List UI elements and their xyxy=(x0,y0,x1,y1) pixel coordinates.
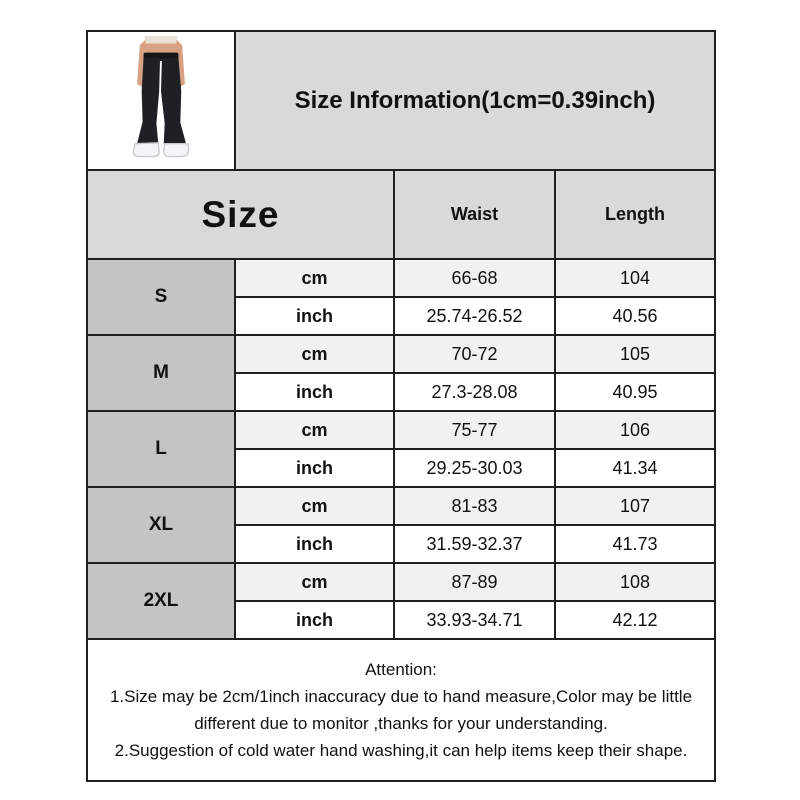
unit-label: inch xyxy=(235,297,394,335)
unit-label: cm xyxy=(235,411,394,449)
waist-value: 81-83 xyxy=(394,487,555,525)
waist-value: 33.93-34.71 xyxy=(394,601,555,639)
unit-label: cm xyxy=(235,487,394,525)
unit-label: inch xyxy=(235,601,394,639)
waist-value: 29.25-30.03 xyxy=(394,449,555,487)
table-row-s-cm xyxy=(87,259,715,297)
attention-heading: Attention: xyxy=(365,659,437,679)
attention-row xyxy=(87,639,715,781)
waist-value: 25.74-26.52 xyxy=(394,297,555,335)
attention-note xyxy=(87,639,715,781)
length-value: 40.95 xyxy=(555,373,715,411)
size-label-2xl: 2XL xyxy=(87,563,235,639)
length-value: 42.12 xyxy=(555,601,715,639)
table-row-m-cm xyxy=(87,335,715,373)
size-label-m: M xyxy=(87,335,235,411)
size-chart-sheet xyxy=(86,30,716,782)
col-header-size: Size xyxy=(87,170,394,259)
unit-label: cm xyxy=(235,335,394,373)
attention-item-2: 2.Suggestion of cold water hand washing,it can help items keep their shape. xyxy=(114,741,688,761)
waist-value: 31.59-32.37 xyxy=(394,525,555,563)
table-row-xl-cm xyxy=(87,487,715,525)
size-label-xl: XL xyxy=(87,487,235,563)
waist-value: 27.3-28.08 xyxy=(394,373,555,411)
table-row-2xl-cm xyxy=(87,563,715,601)
waist-value: 66-68 xyxy=(394,259,555,297)
unit-label: inch xyxy=(235,373,394,411)
attention-item-1: 1.Size may be 2cm/1inch inaccuracy due to hand measure,Color may be little different due to monitor ,thanks for your understanding. xyxy=(109,686,693,733)
length-value: 108 xyxy=(555,563,715,601)
unit-label: inch xyxy=(235,449,394,487)
col-header-length: Length xyxy=(555,170,715,259)
size-info-title: Size Information(1cm=0.39inch) xyxy=(235,31,715,170)
size-chart-table xyxy=(86,30,716,782)
unit-label: inch xyxy=(235,525,394,563)
unit-label: cm xyxy=(235,563,394,601)
size-label-l: L xyxy=(87,411,235,487)
size-label-s: S xyxy=(87,259,235,335)
col-header-waist: Waist xyxy=(394,170,555,259)
header-row xyxy=(87,31,715,170)
column-header-row xyxy=(87,170,715,259)
length-value: 40.56 xyxy=(555,297,715,335)
waist-value: 75-77 xyxy=(394,411,555,449)
length-value: 104 xyxy=(555,259,715,297)
length-value: 106 xyxy=(555,411,715,449)
length-value: 105 xyxy=(555,335,715,373)
unit-label: cm xyxy=(235,259,394,297)
length-value: 41.73 xyxy=(555,525,715,563)
product-photo-cell xyxy=(87,31,235,170)
product-photo xyxy=(92,36,230,165)
length-value: 41.34 xyxy=(555,449,715,487)
waist-value: 87-89 xyxy=(394,563,555,601)
waist-value: 70-72 xyxy=(394,335,555,373)
table-row-l-cm xyxy=(87,411,715,449)
length-value: 107 xyxy=(555,487,715,525)
